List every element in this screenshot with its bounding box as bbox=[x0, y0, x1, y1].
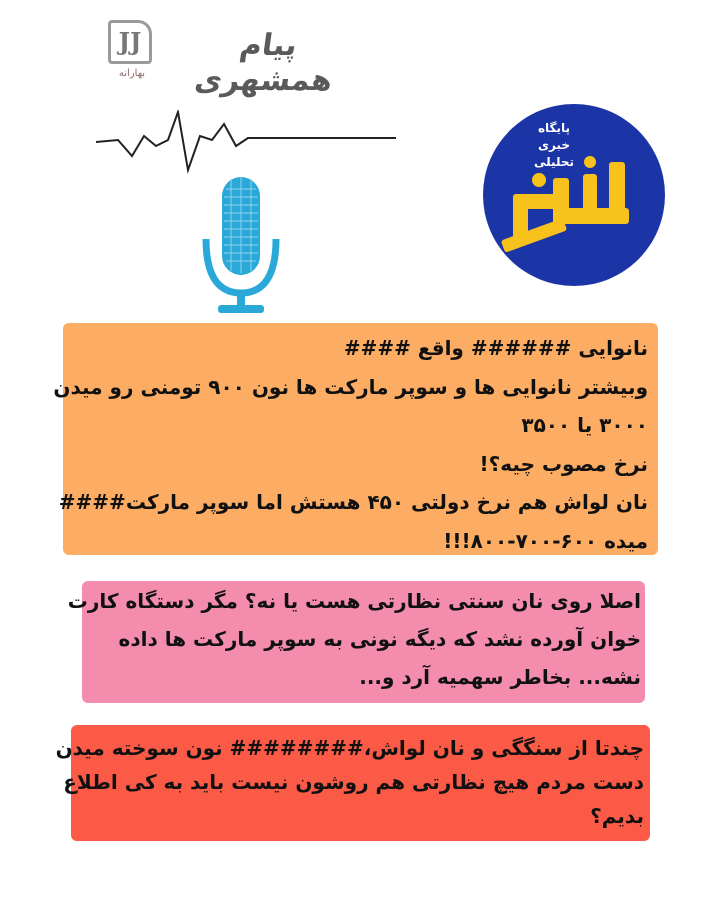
message-line: وبیشتر نانوایی ها و سوپر مارکت ها نون ۹۰۰ تومنی رو میدن bbox=[53, 374, 648, 399]
message-line: نانوایی ###### واقع #### bbox=[343, 336, 648, 360]
baharane-badge bbox=[483, 104, 665, 286]
baharane-wordmark-logo bbox=[491, 134, 661, 264]
message-line: نرخ مصوب چیه؟! bbox=[479, 451, 648, 476]
message-line: خوان آورده نشد که دیگه نونی به سوپر مارکت ها داده bbox=[118, 627, 641, 651]
message-line: اصلا روی نان سنتی نظارتی هست یا نه؟ مگر دستگاه کارت bbox=[67, 589, 641, 613]
message-line: نان لواش هم نرخ دولتی ۴۵۰ هستش اما سوپر مارکت#### bbox=[58, 490, 648, 514]
message-line: نشه... بخاطر سهمیه آرد و... bbox=[359, 665, 641, 689]
microphone-icon bbox=[196, 175, 286, 315]
header-title: پیام همشهری bbox=[192, 28, 335, 98]
message-line: دست مردم هیچ نظارتی هم روشون نیست باید به کی اطلاع bbox=[63, 770, 644, 794]
header-panel bbox=[86, 10, 396, 315]
message-box-orange bbox=[53, 323, 658, 555]
message-line: چندتا از سنگگی و نان لواش،######## نون سوخته میدن bbox=[55, 736, 644, 760]
badge-line: پایگاه bbox=[537, 121, 571, 135]
message-line: ۳۰۰۰ یا ۳۵۰۰ bbox=[521, 413, 648, 437]
logo-mark: JJ bbox=[108, 20, 152, 64]
baharane-small-logo bbox=[104, 20, 160, 86]
message-box-red bbox=[55, 725, 650, 841]
message-box-pink bbox=[67, 581, 645, 703]
message-line: میده ۶۰۰-۷۰۰-۸۰۰!!! bbox=[443, 528, 648, 553]
logo-text: بهارانه bbox=[118, 68, 146, 79]
badge-line: تحلیلی bbox=[534, 155, 574, 169]
message-line: بدیم؟ bbox=[590, 804, 644, 828]
badge-line: خبری bbox=[537, 138, 570, 152]
